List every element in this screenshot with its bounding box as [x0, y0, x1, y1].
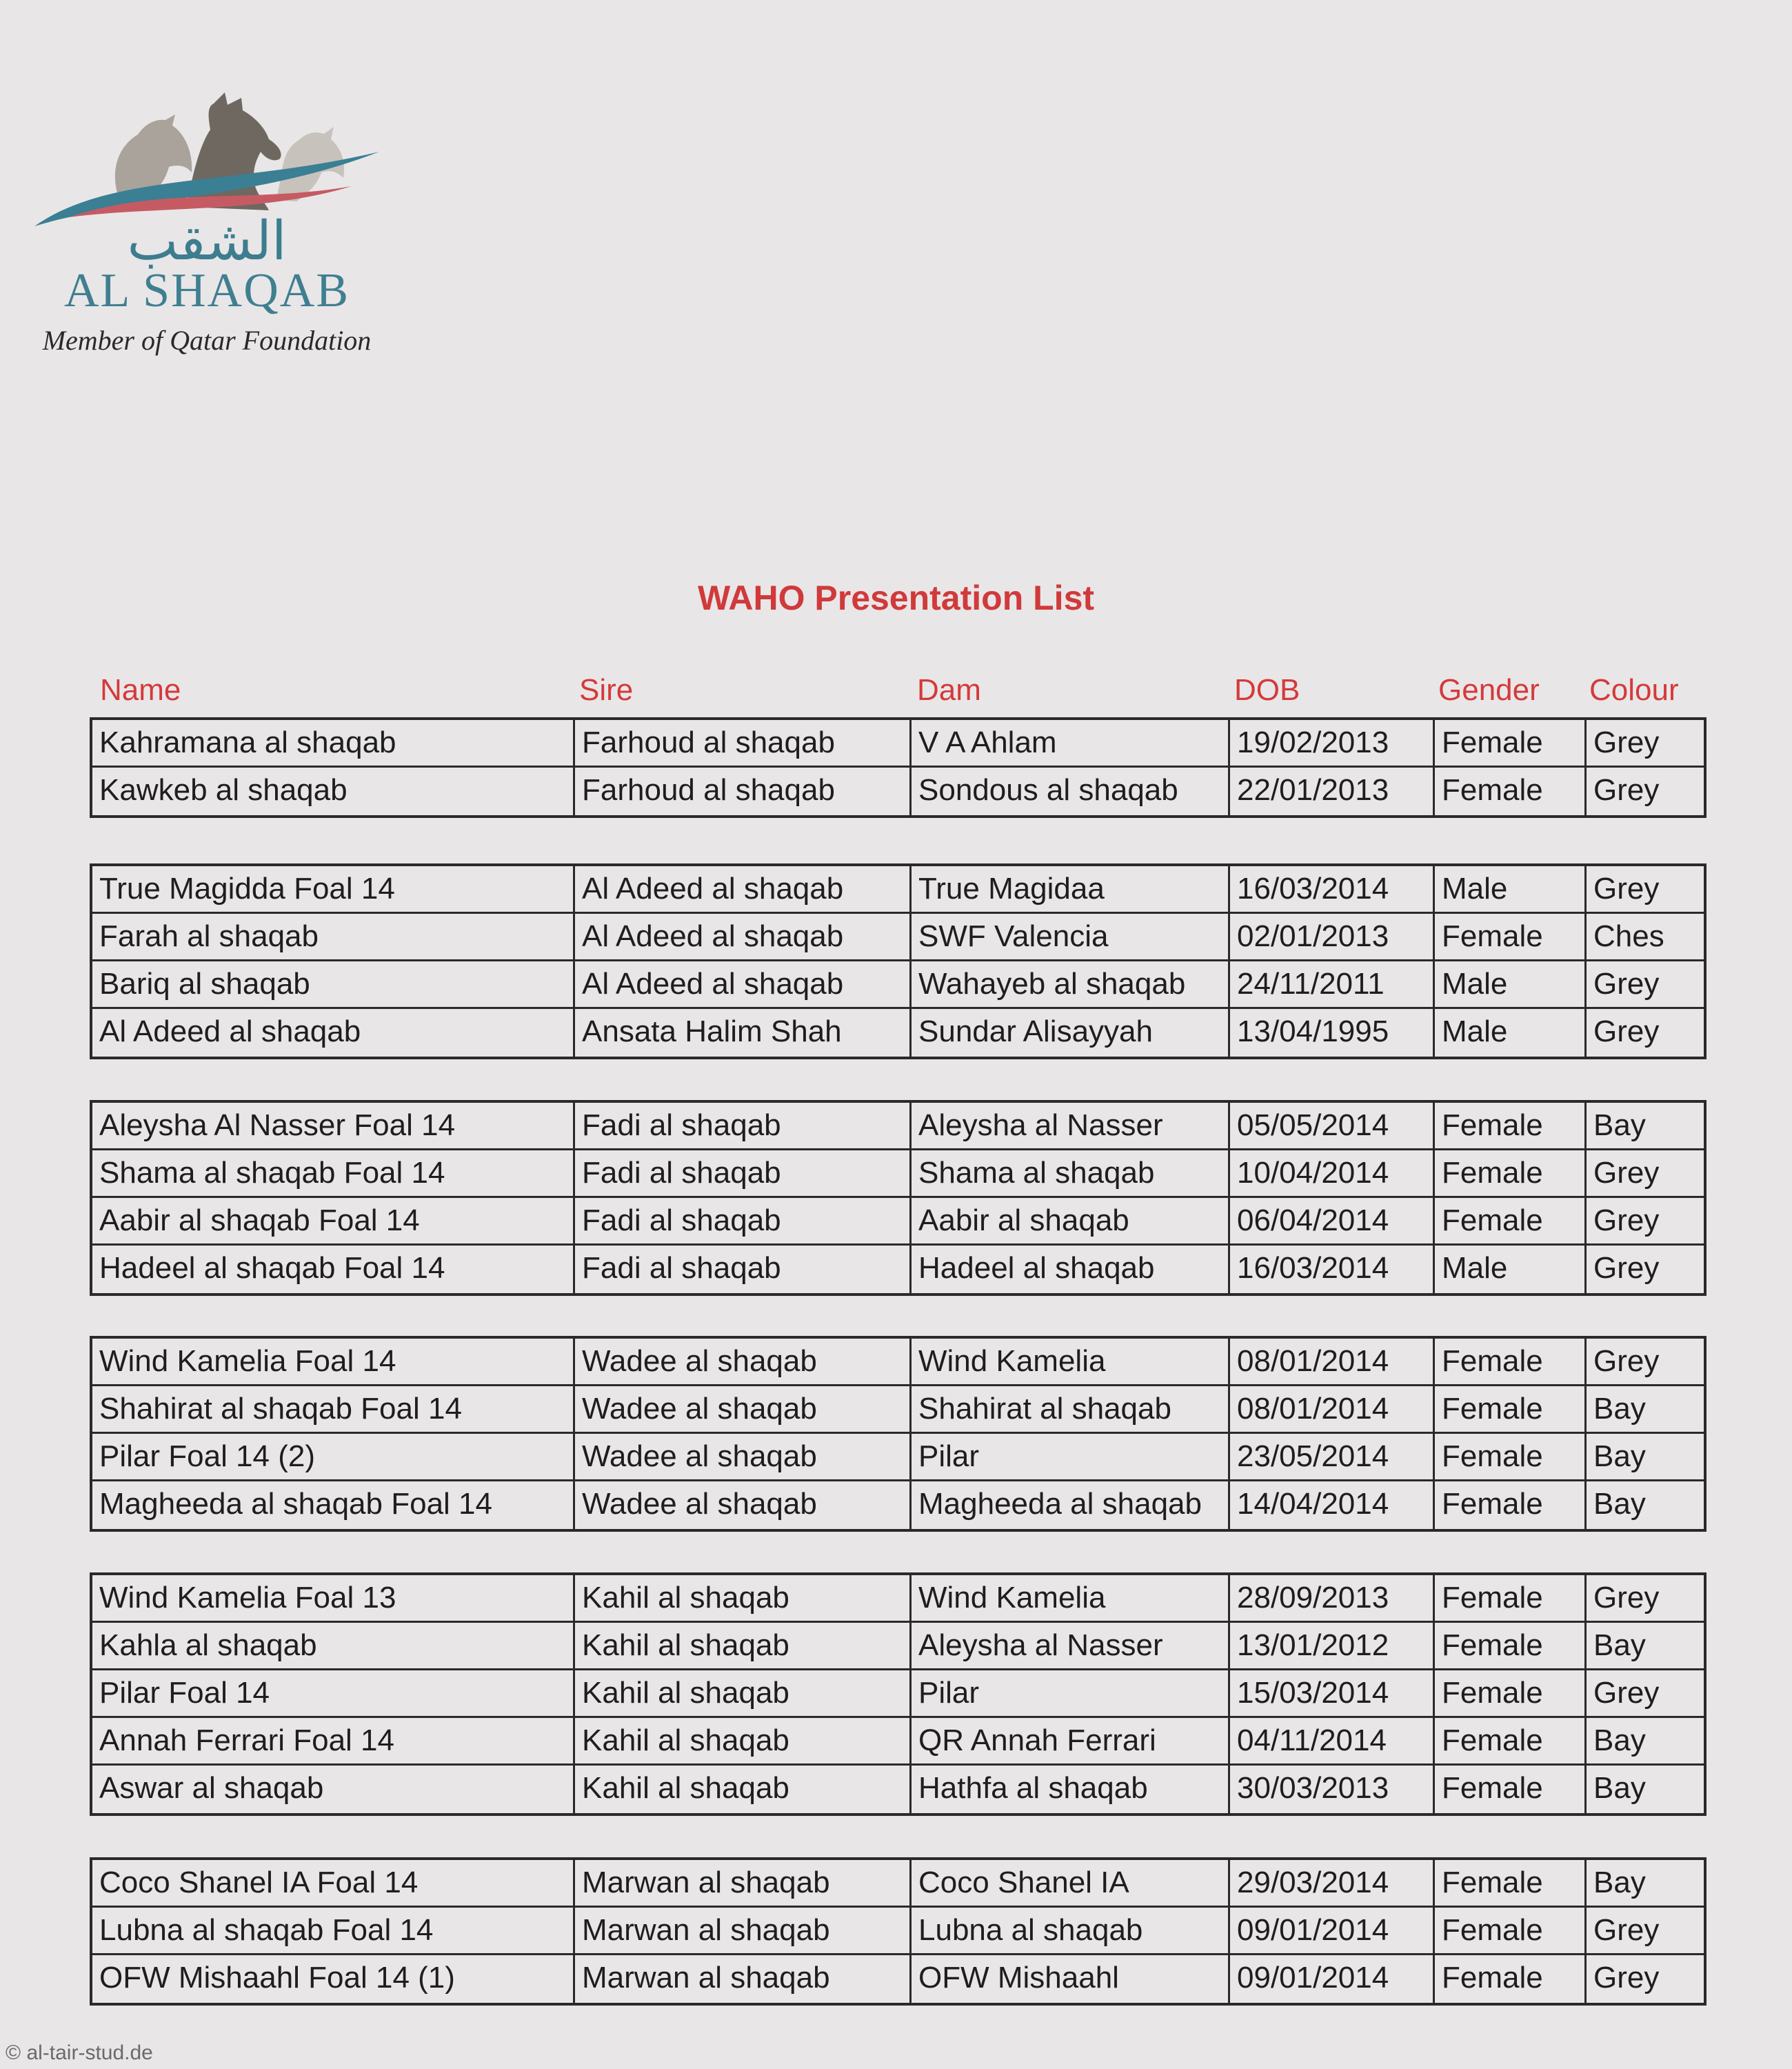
name-cell: Bariq al shaqab	[92, 961, 575, 1007]
table-row	[92, 1860, 1704, 1908]
dob-cell: 19/02/2013	[1230, 720, 1435, 766]
table-row	[92, 1766, 1704, 1813]
name-cell: Kawkeb al shaqab	[92, 768, 575, 815]
name-cell: Shahirat al shaqab Foal 14	[92, 1386, 575, 1432]
gender-cell: Female	[1435, 914, 1587, 959]
dob-cell: 15/03/2014	[1230, 1670, 1435, 1716]
colour-cell: Grey	[1593, 1676, 1660, 1710]
sire-cell: Marwan al shaqab	[575, 1908, 912, 1953]
dam-cell: QR Annah Ferrari	[912, 1718, 1230, 1763]
sire-cell: Farhoud al shaqab	[575, 768, 912, 815]
dam-cell: V A Ahlam	[912, 720, 1230, 766]
dam-cell: Sundar Alisayyah	[912, 1009, 1230, 1057]
colour-cell: Bay	[1593, 1392, 1646, 1426]
colour-cell: Bay	[1593, 1723, 1646, 1757]
gender-cell: Female	[1435, 1670, 1587, 1716]
sire-cell: Kahil al shaqab	[575, 1575, 912, 1621]
table-row	[92, 1150, 1704, 1198]
dam-cell: Pilar	[912, 1670, 1230, 1716]
colour-cell: Grey	[1593, 872, 1660, 906]
dob-cell: 24/11/2011	[1230, 961, 1435, 1007]
name-cell: Pilar Foal 14	[92, 1670, 575, 1716]
header-name: Name	[100, 673, 181, 707]
table-row	[92, 1198, 1704, 1246]
table-row	[92, 1339, 1704, 1386]
gender-cell: Female	[1435, 1908, 1587, 1953]
dam-cell: Coco Shanel IA	[912, 1860, 1230, 1906]
colour-cell: Grey	[1593, 967, 1660, 1001]
name-cell: Wind Kamelia Foal 14	[92, 1339, 575, 1384]
table-row	[92, 1718, 1704, 1766]
gender-cell: Female	[1435, 768, 1587, 815]
table-row	[92, 1246, 1704, 1293]
gender-cell: Female	[1435, 1623, 1587, 1668]
table-row	[92, 1103, 1704, 1150]
table-row	[92, 1623, 1704, 1670]
table-row	[92, 1386, 1704, 1434]
dob-cell: 08/01/2014	[1230, 1386, 1435, 1432]
dob-cell: 09/01/2014	[1230, 1955, 1435, 2003]
name-cell: Aabir al shaqab Foal 14	[92, 1198, 575, 1243]
sire-cell: Fadi al shaqab	[575, 1198, 912, 1243]
sire-cell: Wadee al shaqab	[575, 1434, 912, 1479]
dob-cell: 13/04/1995	[1230, 1009, 1435, 1057]
table-group	[90, 1572, 1707, 1816]
dob-cell: 29/03/2014	[1230, 1860, 1435, 1906]
dob-cell: 22/01/2013	[1230, 768, 1435, 815]
name-cell: Annah Ferrari Foal 14	[92, 1718, 575, 1763]
gender-cell: Female	[1435, 1718, 1587, 1763]
colour-cell: Grey	[1593, 1014, 1660, 1048]
colour-cell: Grey	[1593, 1251, 1660, 1285]
dam-cell: Aleysha al Nasser	[912, 1103, 1230, 1148]
colour-cell: Ches	[1593, 919, 1664, 953]
logo-name: AL SHAQAB	[63, 264, 350, 317]
table-row	[92, 1670, 1704, 1718]
table-group	[90, 1100, 1707, 1296]
colour-cell: Grey	[1593, 773, 1660, 807]
name-cell: Kahramana al shaqab	[92, 720, 575, 766]
dam-cell: Shama al shaqab	[912, 1150, 1230, 1196]
header-colour: Colour	[1589, 673, 1679, 707]
colour-cell: Grey	[1593, 1913, 1660, 1947]
sire-cell: Kahil al shaqab	[575, 1766, 912, 1813]
dam-cell: Pilar	[912, 1434, 1230, 1479]
dob-cell: 28/09/2013	[1230, 1575, 1435, 1621]
name-cell: Wind Kamelia Foal 13	[92, 1575, 575, 1621]
gender-cell: Male	[1435, 1246, 1587, 1293]
table-row	[92, 1434, 1704, 1481]
gender-cell: Female	[1435, 1339, 1587, 1384]
header-dam: Dam	[917, 673, 981, 707]
table-row	[92, 1575, 1704, 1623]
table-row	[92, 768, 1704, 815]
table-row	[92, 720, 1704, 768]
gender-cell: Female	[1435, 720, 1587, 766]
name-cell: True Magidda Foal 14	[92, 866, 575, 912]
name-cell: Farah al shaqab	[92, 914, 575, 959]
dam-cell: True Magidaa	[912, 866, 1230, 912]
al-shaqab-logo	[28, 48, 386, 372]
table-row	[92, 961, 1704, 1009]
gender-cell: Female	[1435, 1575, 1587, 1621]
header-sire: Sire	[579, 673, 634, 707]
sire-cell: Al Adeed al shaqab	[575, 914, 912, 959]
sire-cell: Fadi al shaqab	[575, 1150, 912, 1196]
table-row	[92, 1481, 1704, 1529]
name-cell: Coco Shanel IA Foal 14	[92, 1860, 575, 1906]
dob-cell: 10/04/2014	[1230, 1150, 1435, 1196]
colour-cell: Grey	[1593, 1581, 1660, 1615]
gender-cell: Female	[1435, 1860, 1587, 1906]
colour-cell: Grey	[1593, 1344, 1660, 1378]
name-cell: OFW Mishaahl Foal 14 (1)	[92, 1955, 575, 2003]
header-dob: DOB	[1234, 673, 1300, 707]
name-cell: Magheeda al shaqab Foal 14	[92, 1481, 575, 1529]
horse-heads-icon	[28, 48, 386, 228]
dam-cell: Lubna al shaqab	[912, 1908, 1230, 1953]
name-cell: Pilar Foal 14 (2)	[92, 1434, 575, 1479]
sire-cell: Marwan al shaqab	[575, 1955, 912, 2003]
colour-cell: Bay	[1593, 1771, 1646, 1805]
colour-cell: Bay	[1593, 1628, 1646, 1662]
dob-cell: 14/04/2014	[1230, 1481, 1435, 1529]
logo-arabic-text: الشقب	[127, 210, 287, 272]
dob-cell: 16/03/2014	[1230, 1246, 1435, 1293]
sire-cell: Al Adeed al shaqab	[575, 961, 912, 1007]
dam-cell: OFW Mishaahl	[912, 1955, 1230, 2003]
colour-cell: Bay	[1593, 1866, 1646, 1899]
colour-cell: Bay	[1593, 1108, 1646, 1142]
colour-cell: Bay	[1593, 1487, 1646, 1521]
sire-cell: Kahil al shaqab	[575, 1670, 912, 1716]
table-row	[92, 1955, 1704, 2003]
dob-cell: 08/01/2014	[1230, 1339, 1435, 1384]
name-cell: Al Adeed al shaqab	[92, 1009, 575, 1057]
gender-cell: Female	[1435, 1198, 1587, 1243]
gender-cell: Female	[1435, 1955, 1587, 2003]
sire-cell: Fadi al shaqab	[575, 1246, 912, 1293]
sire-cell: Farhoud al shaqab	[575, 720, 912, 766]
dob-cell: 30/03/2013	[1230, 1766, 1435, 1813]
dam-cell: Sondous al shaqab	[912, 768, 1230, 815]
page-title: WAHO Presentation List	[697, 579, 1095, 617]
name-cell: Aswar al shaqab	[92, 1766, 575, 1813]
dob-cell: 13/01/2012	[1230, 1623, 1435, 1668]
name-cell: Shama al shaqab Foal 14	[92, 1150, 575, 1196]
gender-cell: Female	[1435, 1103, 1587, 1148]
dam-cell: Wind Kamelia	[912, 1339, 1230, 1384]
dam-cell: Aleysha al Nasser	[912, 1623, 1230, 1668]
dam-cell: Wahayeb al shaqab	[912, 961, 1230, 1007]
dam-cell: Shahirat al shaqab	[912, 1386, 1230, 1432]
dam-cell: SWF Valencia	[912, 914, 1230, 959]
watermark: © al-tair-stud.de	[6, 2041, 153, 2064]
dob-cell: 05/05/2014	[1230, 1103, 1435, 1148]
name-cell: Lubna al shaqab Foal 14	[92, 1908, 575, 1953]
dam-cell: Wind Kamelia	[912, 1575, 1230, 1621]
table-row	[92, 914, 1704, 961]
dob-cell: 02/01/2013	[1230, 914, 1435, 959]
sire-cell: Kahil al shaqab	[575, 1623, 912, 1668]
header-gender: Gender	[1438, 673, 1540, 707]
sire-cell: Fadi al shaqab	[575, 1103, 912, 1148]
name-cell: Aleysha Al Nasser Foal 14	[92, 1103, 575, 1148]
gender-cell: Female	[1435, 1766, 1587, 1813]
gender-cell: Female	[1435, 1481, 1587, 1529]
dam-cell: Hadeel al shaqab	[912, 1246, 1230, 1293]
gender-cell: Female	[1435, 1150, 1587, 1196]
table-row	[92, 1009, 1704, 1057]
sire-cell: Al Adeed al shaqab	[575, 866, 912, 912]
dob-cell: 04/11/2014	[1230, 1718, 1435, 1763]
gender-cell: Male	[1435, 961, 1587, 1007]
table-row	[92, 1908, 1704, 1955]
sire-cell: Ansata Halim Shah	[575, 1009, 912, 1057]
colour-cell: Grey	[1593, 1961, 1660, 1995]
dob-cell: 23/05/2014	[1230, 1434, 1435, 1479]
dam-cell: Magheeda al shaqab	[912, 1481, 1230, 1529]
dob-cell: 06/04/2014	[1230, 1198, 1435, 1243]
gender-cell: Female	[1435, 1386, 1587, 1432]
gender-cell: Male	[1435, 866, 1587, 912]
table-row	[92, 866, 1704, 914]
table-group	[90, 1336, 1707, 1532]
logo-tagline: Member of Qatar Foundation	[42, 325, 372, 356]
sire-cell: Wadee al shaqab	[575, 1481, 912, 1529]
name-cell: Kahla al shaqab	[92, 1623, 575, 1668]
colour-cell: Grey	[1593, 1203, 1660, 1237]
sire-cell: Marwan al shaqab	[575, 1860, 912, 1906]
sire-cell: Wadee al shaqab	[575, 1386, 912, 1432]
colour-cell: Grey	[1593, 726, 1660, 759]
gender-cell: Male	[1435, 1009, 1587, 1057]
table-group	[90, 717, 1707, 818]
dob-cell: 09/01/2014	[1230, 1908, 1435, 1953]
dam-cell: Aabir al shaqab	[912, 1198, 1230, 1243]
sire-cell: Wadee al shaqab	[575, 1339, 912, 1384]
table-group	[90, 1857, 1707, 2006]
table-group	[90, 863, 1707, 1059]
dam-cell: Hathfa al shaqab	[912, 1766, 1230, 1813]
sire-cell: Kahil al shaqab	[575, 1718, 912, 1763]
gender-cell: Female	[1435, 1434, 1587, 1479]
dob-cell: 16/03/2014	[1230, 866, 1435, 912]
name-cell: Hadeel al shaqab Foal 14	[92, 1246, 575, 1293]
colour-cell: Grey	[1593, 1156, 1660, 1190]
colour-cell: Bay	[1593, 1439, 1646, 1473]
